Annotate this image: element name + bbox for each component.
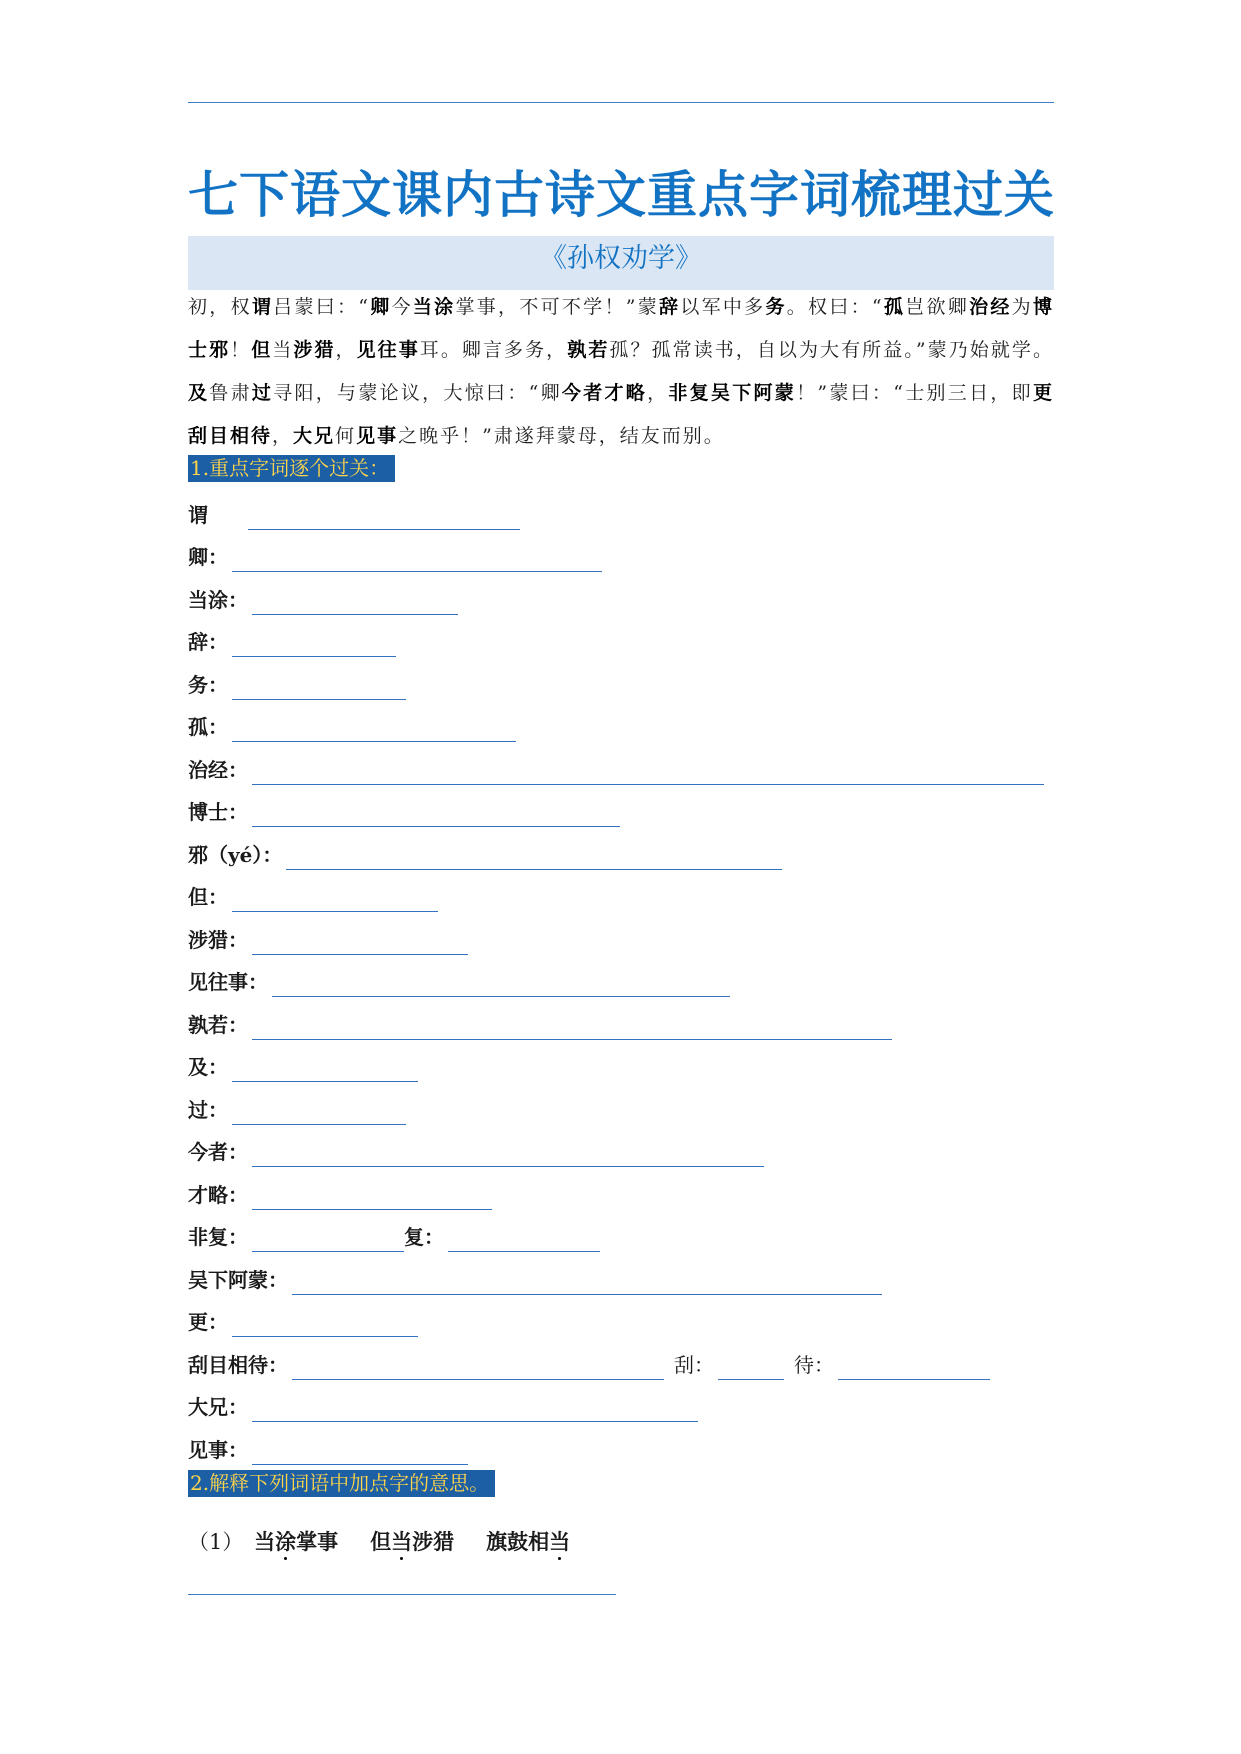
passage-run: 之晚乎！”肃遂拜蒙母，结友而别。 <box>398 425 725 447</box>
key-word: 辞 <box>659 296 681 318</box>
vocab-row <box>188 882 438 912</box>
vocab-term: 辞： <box>188 630 228 654</box>
vocab-row <box>188 1222 600 1252</box>
vocab-row <box>188 1052 418 1082</box>
passage-run: 鲁肃 <box>209 382 252 404</box>
term-char: 当 <box>254 1529 276 1554</box>
vocab-row <box>188 500 520 530</box>
key-word: 非复吴下阿蒙 <box>668 382 797 404</box>
vocab-term: 刮目相待： <box>188 1353 288 1377</box>
vocab-term: 卿： <box>188 545 228 569</box>
vocab-row <box>188 1095 406 1125</box>
vocab-subterm: 刮： <box>674 1353 714 1377</box>
vocab-term: 吴下阿蒙： <box>188 1268 288 1292</box>
passage-run: 当 <box>272 339 294 361</box>
answer-blank[interactable] <box>252 1185 492 1210</box>
answer-blank[interactable] <box>838 1355 990 1380</box>
passage-run: 寻阳，与蒙论议，大惊曰：“卿 <box>273 382 562 404</box>
passage-run: 以军中多 <box>680 296 766 318</box>
answer-blank[interactable] <box>248 505 520 530</box>
vocab-term: 才略： <box>188 1183 248 1207</box>
passage-run: 初，权 <box>188 296 252 318</box>
key-word: 今者才略 <box>561 382 648 404</box>
passage-run: ， <box>272 425 294 447</box>
answer-blank[interactable] <box>292 1355 664 1380</box>
vocab-term: 当涂： <box>188 588 248 612</box>
passage-text <box>188 286 1054 458</box>
term-char: 但 <box>370 1529 392 1554</box>
answer-blank[interactable] <box>252 1142 764 1167</box>
passage-run: 今 <box>391 296 413 318</box>
answer-blank[interactable] <box>252 1440 468 1465</box>
key-word: 孤 <box>883 296 906 318</box>
vocab-term: 及： <box>188 1055 228 1079</box>
term-char: 掌 <box>296 1529 318 1554</box>
vocab-term: 大兄： <box>188 1395 248 1419</box>
answer-blank[interactable] <box>718 1355 784 1380</box>
answer-blank[interactable] <box>272 972 730 997</box>
answer-blank[interactable] <box>286 845 782 870</box>
vocab-term: 涉猎： <box>188 928 248 952</box>
term-char: 旗 <box>486 1529 508 1554</box>
dotted-char: 当 <box>391 1529 413 1554</box>
answer-blank[interactable] <box>232 547 602 572</box>
answer-line <box>188 1594 616 1595</box>
key-word: 过 <box>251 382 274 404</box>
answer-blank[interactable] <box>232 1100 406 1125</box>
section-1-heading: 1.重点字词逐个过关： <box>188 455 395 482</box>
vocab-term: 谓 <box>188 503 208 527</box>
vocab-row <box>188 1350 990 1380</box>
question-number: （1） <box>188 1530 244 1554</box>
answer-blank[interactable] <box>252 802 620 827</box>
vocab-subterm: 复： <box>404 1225 444 1249</box>
page-title: 七下语文课内古诗文重点字词梳理过关 <box>188 166 1055 224</box>
key-word: 谓 <box>251 296 274 318</box>
vocab-row <box>188 1265 882 1295</box>
answer-blank[interactable] <box>252 1227 404 1252</box>
answer-blank[interactable] <box>252 590 458 615</box>
key-word: 及 <box>188 382 210 404</box>
vocab-row <box>188 542 602 572</box>
term-char: 猎 <box>433 1529 455 1554</box>
vocab-term: 孤： <box>188 715 228 739</box>
dotted-char: 当 <box>549 1529 571 1554</box>
key-word: 博士邪 <box>188 296 1054 361</box>
answer-blank[interactable] <box>232 887 438 912</box>
vocab-term: 邪（yé）： <box>188 843 283 867</box>
vocab-row <box>188 712 516 742</box>
key-word: 孰若 <box>567 339 610 361</box>
vocab-row <box>188 967 730 997</box>
key-word: 见事 <box>356 425 399 447</box>
vocab-row <box>188 670 406 700</box>
answer-blank[interactable] <box>232 717 516 742</box>
answer-blank[interactable] <box>252 930 468 955</box>
vocab-row <box>188 585 458 615</box>
dotted-term <box>254 1529 338 1554</box>
passage-run: ， <box>335 339 357 361</box>
key-word: 涉猎 <box>293 339 336 361</box>
vocab-term: 博士： <box>188 800 248 824</box>
key-word: 卿 <box>370 296 392 318</box>
vocab-row <box>188 1307 418 1337</box>
key-word: 大兄 <box>293 425 336 447</box>
passage-run: ！ <box>230 339 252 361</box>
vocab-term: 治经： <box>188 758 248 782</box>
key-word: 更刮目相待 <box>188 382 1054 447</box>
vocab-row <box>188 627 396 657</box>
section-2-heading: 2.解释下列词语中加点字的意思。 <box>188 1470 495 1497</box>
dotted-term <box>486 1529 570 1554</box>
vocab-term: 见事： <box>188 1438 248 1462</box>
answer-blank[interactable] <box>232 632 396 657</box>
vocab-term: 今者： <box>188 1140 248 1164</box>
passage-run: 吕蒙曰：“ <box>273 296 371 318</box>
vocab-term: 过： <box>188 1098 228 1122</box>
vocab-term: 非复： <box>188 1225 248 1249</box>
vocab-row <box>188 1010 892 1040</box>
passage-run: 何 <box>335 425 357 447</box>
vocab-row <box>188 925 468 955</box>
vocab-term: 更： <box>188 1310 228 1334</box>
vocab-row <box>188 755 1044 785</box>
passage-run: 掌事，不可不学！”蒙 <box>455 296 660 318</box>
answer-blank[interactable] <box>252 1015 892 1040</box>
key-word: 见往事 <box>356 339 420 361</box>
subtitle: 《孙权劝学》 <box>540 243 702 274</box>
vocab-row <box>188 1392 698 1422</box>
answer-blank[interactable] <box>232 1312 418 1337</box>
term-char: 涉 <box>412 1529 434 1554</box>
vocab-row <box>188 1180 492 1210</box>
term-char: 相 <box>528 1529 550 1554</box>
answer-blank[interactable] <box>448 1227 600 1252</box>
term-char: 鼓 <box>507 1529 529 1554</box>
vocab-row <box>188 1137 764 1167</box>
subtitle-band <box>188 236 1054 290</box>
dotted-term <box>370 1529 454 1554</box>
passage-run: 为 <box>1011 296 1033 318</box>
passage-run: ， <box>647 382 669 404</box>
passage-run: 岂欲卿 <box>905 296 970 318</box>
passage-run: 耳。卿言多务， <box>419 339 568 361</box>
vocab-row <box>188 1435 468 1465</box>
vocab-term: 孰若： <box>188 1013 248 1037</box>
key-word: 务 <box>765 296 787 318</box>
key-word: 当涂 <box>412 296 456 318</box>
answer-blank[interactable] <box>252 760 1044 785</box>
term-char: 事 <box>317 1529 339 1554</box>
passage-run: 。权曰：“ <box>786 296 884 318</box>
dotted-char: 涂 <box>275 1529 297 1554</box>
passage-run: 孤？孤常读书，自以为大有所益。”蒙乃始就学。 <box>609 339 1054 361</box>
vocab-row <box>188 797 620 827</box>
question-1 <box>188 1526 570 1558</box>
answer-blank[interactable] <box>232 1057 418 1082</box>
vocab-row <box>188 840 782 870</box>
vocab-term: 见往事： <box>188 970 268 994</box>
answer-blank[interactable] <box>292 1270 882 1295</box>
header-rule <box>188 102 1054 103</box>
answer-blank[interactable] <box>232 675 406 700</box>
key-word: 治经 <box>969 296 1012 318</box>
passage-run: ！”蒙曰：“士别三日，即 <box>796 382 1033 404</box>
vocab-subterm: 待： <box>794 1353 834 1377</box>
key-word: 但 <box>251 339 273 361</box>
vocab-term: 但： <box>188 885 228 909</box>
vocab-term: 务： <box>188 673 228 697</box>
answer-blank[interactable] <box>252 1397 698 1422</box>
